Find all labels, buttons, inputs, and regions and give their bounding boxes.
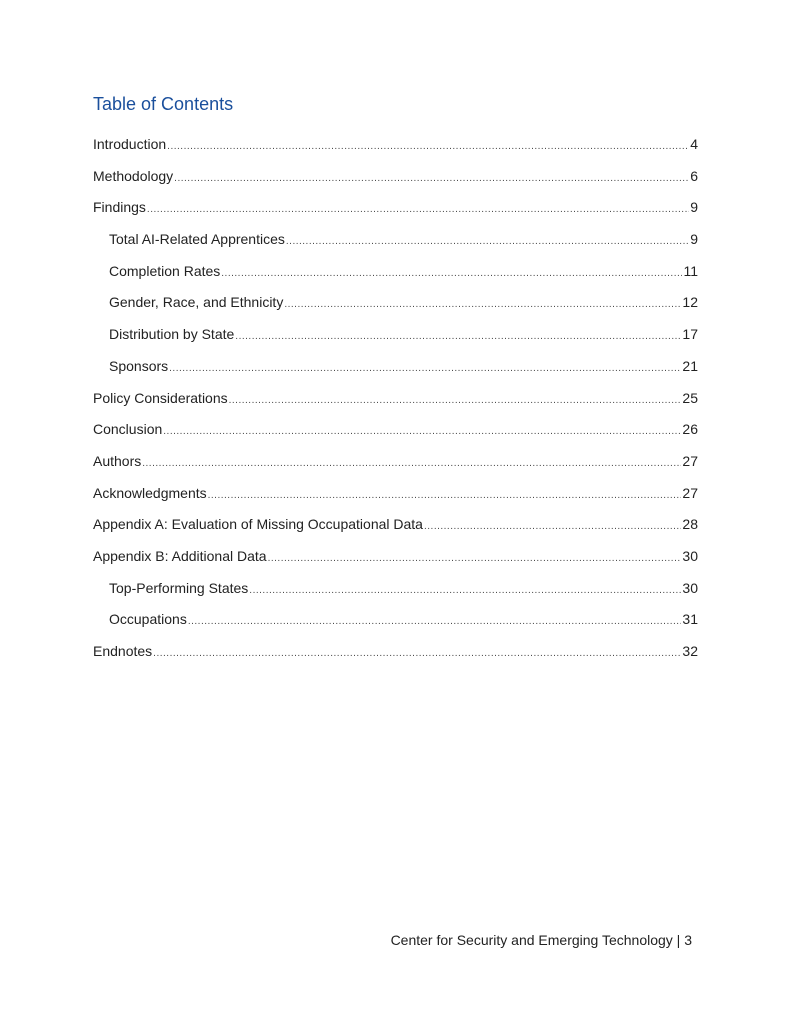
toc-dot-leader: [208, 484, 682, 508]
toc-dot-leader: [235, 325, 681, 349]
toc-dot-leader: [153, 642, 681, 666]
toc-entry-page: 27: [682, 452, 698, 469]
toc-entry-occupations[interactable]: [93, 607, 698, 639]
toc-entry-top-performing-states[interactable]: [93, 576, 698, 608]
toc-entry-label: Sponsors: [109, 357, 169, 374]
toc-entry-label: Findings: [93, 199, 146, 216]
toc-entry-page: 12: [682, 294, 698, 311]
toc-entry-page: 25: [682, 389, 698, 406]
toc-entry-completion-rates[interactable]: [93, 259, 698, 291]
toc-entry-page: 11: [683, 262, 698, 279]
toc-entry-findings[interactable]: [93, 195, 698, 227]
toc-entry-page: 27: [682, 484, 698, 501]
toc-entry-distribution-by-state[interactable]: [93, 322, 698, 354]
toc-entry-label: Endnotes: [93, 643, 153, 659]
toc-list: [93, 132, 698, 671]
toc-dot-leader: [229, 389, 682, 413]
toc-dot-leader: [142, 452, 681, 476]
toc-entry-label: Distribution by State: [109, 326, 235, 343]
toc-entry-conclusion[interactable]: [93, 417, 698, 449]
toc-dot-leader: [167, 135, 689, 159]
toc-dot-leader: [268, 547, 682, 571]
toc-entry-label: Appendix B: Additional Data: [93, 547, 267, 564]
toc-dot-leader: [147, 198, 689, 222]
toc-entry-appendix-b[interactable]: [93, 544, 698, 576]
toc-entry-label: Acknowledgments: [93, 484, 207, 501]
toc-entry-label: Authors: [93, 452, 142, 469]
toc-entry-page: 9: [690, 199, 698, 216]
toc-entry-appendix-a[interactable]: [93, 512, 698, 544]
toc-entry-label: Completion Rates: [109, 262, 221, 279]
toc-entry-sponsors[interactable]: [93, 354, 698, 386]
toc-entry-page: 9: [690, 231, 698, 248]
toc-entry-page: 21: [682, 357, 698, 374]
toc-dot-leader: [249, 579, 681, 603]
toc-entry-page: 6: [690, 167, 698, 184]
toc-dot-leader: [284, 293, 681, 317]
toc-heading: Table of Contents: [93, 94, 234, 114]
toc-entry-page: 32: [682, 643, 698, 659]
toc-entry-page: 31: [682, 611, 698, 628]
toc-entry-authors[interactable]: [93, 449, 698, 481]
toc-entry-label: Methodology: [93, 167, 174, 184]
toc-entry-label: Introduction: [93, 136, 167, 152]
toc-entry-total-ai-related-apprentices[interactable]: [93, 227, 698, 259]
toc-entry-page: 26: [682, 421, 698, 438]
toc-entry-label: Policy Considerations: [93, 389, 228, 406]
toc-entry-label: Gender, Race, and Ethnicity: [109, 294, 284, 311]
toc-entry-endnotes[interactable]: [93, 639, 698, 671]
toc-dot-leader: [174, 167, 689, 191]
toc-entry-page: 4: [690, 136, 698, 152]
toc-entry-acknowledgments[interactable]: [93, 481, 698, 513]
toc-entry-page: 28: [682, 516, 698, 533]
toc-entry-label: Appendix A: Evaluation of Missing Occupational Data: [93, 516, 423, 533]
toc-entry-label: Occupations: [109, 611, 187, 628]
toc-dot-leader: [221, 262, 682, 286]
toc-entry-policy-considerations[interactable]: [93, 386, 698, 418]
toc-entry-label: Top-Performing States: [109, 579, 249, 596]
toc-entry-page: 30: [682, 579, 698, 596]
toc-entry-gender-race-ethnicity[interactable]: [93, 290, 698, 322]
toc-dot-leader: [286, 230, 689, 254]
toc-entry-page: 17: [682, 326, 698, 343]
toc-entry-page: 30: [682, 547, 698, 564]
toc-dot-leader: [169, 357, 681, 381]
toc-dot-leader: [424, 515, 681, 539]
toc-entry-label: Total AI-Related Apprentices: [109, 231, 285, 248]
toc-entry-label: Conclusion: [93, 421, 163, 438]
page-footer: Center for Security and Emerging Technology | 3: [390, 932, 692, 948]
toc-dot-leader: [188, 610, 682, 634]
toc-entry-methodology[interactable]: [93, 164, 698, 196]
toc-entry-introduction[interactable]: [93, 132, 698, 164]
toc-dot-leader: [163, 420, 681, 444]
